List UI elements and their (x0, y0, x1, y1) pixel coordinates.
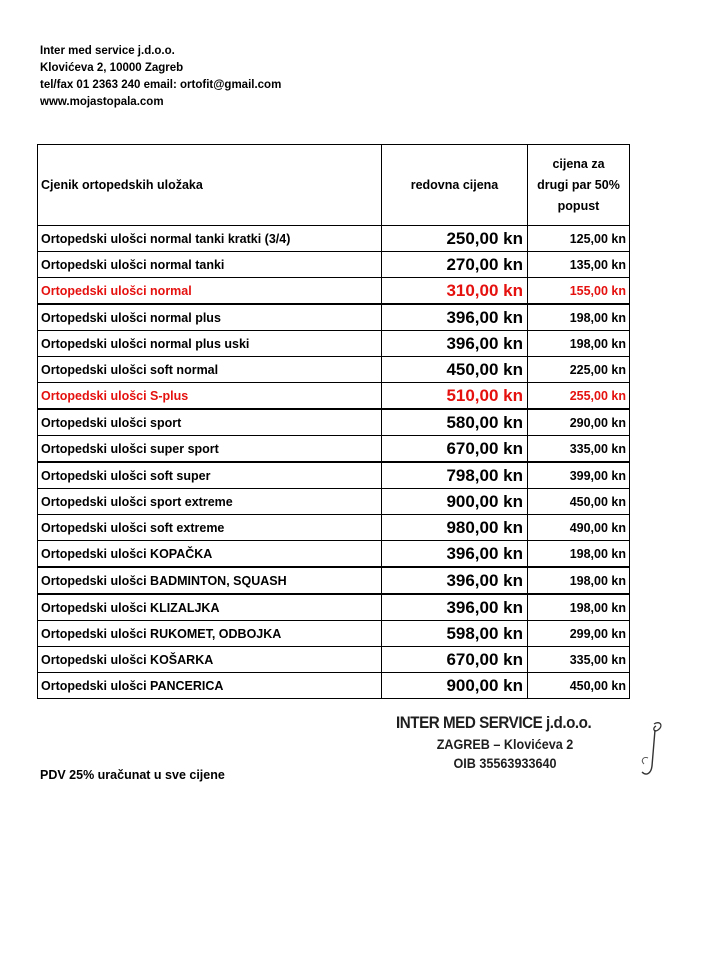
regular-price-cell: 580,00 kn (382, 409, 528, 436)
discount-price-cell: 125,00 kn (528, 226, 630, 252)
discount-price-cell: 135,00 kn (528, 252, 630, 278)
discount-price-cell: 290,00 kn (528, 409, 630, 436)
header-regular: redovna cijena (382, 145, 528, 226)
regular-price-cell: 396,00 kn (382, 594, 528, 621)
regular-price-cell: 396,00 kn (382, 541, 528, 568)
table-row (38, 541, 630, 568)
discount-price-cell: 450,00 kn (528, 673, 630, 699)
table-row (38, 462, 630, 489)
regular-price-cell: 798,00 kn (382, 462, 528, 489)
product-name-cell: Ortopedski ulošci KLIZALJKA (38, 594, 382, 621)
table-row (38, 304, 630, 331)
discount-price-cell: 399,00 kn (528, 462, 630, 489)
stamp-line-1: INTER MED SERVICE j.d.o.o. (396, 714, 592, 732)
table-row (38, 252, 630, 278)
discount-price-cell: 198,00 kn (528, 567, 630, 594)
table-header-row (38, 145, 630, 226)
table-row (38, 278, 630, 305)
regular-price-cell: 270,00 kn (382, 252, 528, 278)
header-discount (528, 145, 630, 226)
discount-price-cell: 450,00 kn (528, 489, 630, 515)
discount-price-cell: 198,00 kn (528, 594, 630, 621)
product-name-cell: Ortopedski ulošci normal tanki kratki (3/4) (38, 226, 382, 252)
discount-price-cell: 299,00 kn (528, 621, 630, 647)
table-row (38, 621, 630, 647)
header-discount-line3: popust (557, 198, 600, 213)
product-name-cell: Ortopedski ulošci soft normal (38, 357, 382, 383)
discount-price-cell: 225,00 kn (528, 357, 630, 383)
regular-price-cell: 396,00 kn (382, 567, 528, 594)
company-address: Klovićeva 2, 10000 Zagreb (40, 62, 184, 74)
regular-price-cell: 980,00 kn (382, 515, 528, 541)
table-row (38, 409, 630, 436)
regular-price-cell: 310,00 kn (382, 278, 528, 305)
regular-price-cell: 598,00 kn (382, 621, 528, 647)
stamp-line-3: OIB 35563933640 (453, 755, 557, 771)
price-table (37, 144, 630, 699)
table-row (38, 331, 630, 357)
regular-price-cell: 670,00 kn (382, 436, 528, 463)
regular-price-cell: 250,00 kn (382, 226, 528, 252)
discount-price-cell: 335,00 kn (528, 647, 630, 673)
table-row (38, 489, 630, 515)
company-stamp (396, 714, 614, 771)
signature-icon (628, 714, 680, 786)
discount-price-cell: 490,00 kn (528, 515, 630, 541)
regular-price-cell: 396,00 kn (382, 331, 528, 357)
regular-price-cell: 670,00 kn (382, 647, 528, 673)
discount-price-cell: 198,00 kn (528, 304, 630, 331)
header-discount-line1: cijena za (552, 156, 605, 171)
header-name: Cjenik ortopedskih uložaka (38, 145, 382, 226)
discount-price-cell: 255,00 kn (528, 383, 630, 410)
product-name-cell: Ortopedski ulošci soft extreme (38, 515, 382, 541)
product-name-cell: Ortopedski ulošci sport extreme (38, 489, 382, 515)
regular-price-cell: 510,00 kn (382, 383, 528, 410)
company-header (40, 43, 281, 111)
regular-price-cell: 900,00 kn (382, 673, 528, 699)
product-name-cell: Ortopedski ulošci RUKOMET, ODBOJKA (38, 621, 382, 647)
product-name-cell: Ortopedski ulošci sport (38, 409, 382, 436)
regular-price-cell: 450,00 kn (382, 357, 528, 383)
product-name-cell: Ortopedski ulošci KOPAČKA (38, 541, 382, 568)
product-name-cell: Ortopedski ulošci normal plus (38, 304, 382, 331)
product-name-cell: Ortopedski ulošci KOŠARKA (38, 647, 382, 673)
table-row (38, 226, 630, 252)
table-row (38, 673, 630, 699)
stamp-line-2: ZAGREB – Klovićeva 2 (436, 736, 574, 752)
regular-price-cell: 900,00 kn (382, 489, 528, 515)
product-name-cell: Ortopedski ulošci soft super (38, 462, 382, 489)
product-name-cell: Ortopedski ulošci S-plus (38, 383, 382, 410)
table-row (38, 436, 630, 463)
company-website: www.mojastopala.com (40, 96, 164, 108)
product-name-cell: Ortopedski ulošci normal tanki (38, 252, 382, 278)
table-row (38, 515, 630, 541)
table-row (38, 647, 630, 673)
header-discount-line2: drugi par 50% (537, 177, 620, 192)
product-name-cell: Ortopedski ulošci BADMINTON, SQUASH (38, 567, 382, 594)
table-row (38, 594, 630, 621)
discount-price-cell: 198,00 kn (528, 331, 630, 357)
table-row (38, 357, 630, 383)
product-name-cell: Ortopedski ulošci normal (38, 278, 382, 305)
regular-price-cell: 396,00 kn (382, 304, 528, 331)
product-name-cell: Ortopedski ulošci super sport (38, 436, 382, 463)
discount-price-cell: 155,00 kn (528, 278, 630, 305)
discount-price-cell: 198,00 kn (528, 541, 630, 568)
discount-price-cell: 335,00 kn (528, 436, 630, 463)
product-name-cell: Ortopedski ulošci PANCERICA (38, 673, 382, 699)
product-name-cell: Ortopedski ulošci normal plus uski (38, 331, 382, 357)
vat-note: PDV 25% uračunat u sve cijene (40, 768, 225, 782)
table-row (38, 567, 630, 594)
company-name: Inter med service j.d.o.o. (40, 45, 175, 57)
table-row (38, 383, 630, 410)
company-contact: tel/fax 01 2363 240 email: ortofit@gmail.com (40, 79, 282, 91)
